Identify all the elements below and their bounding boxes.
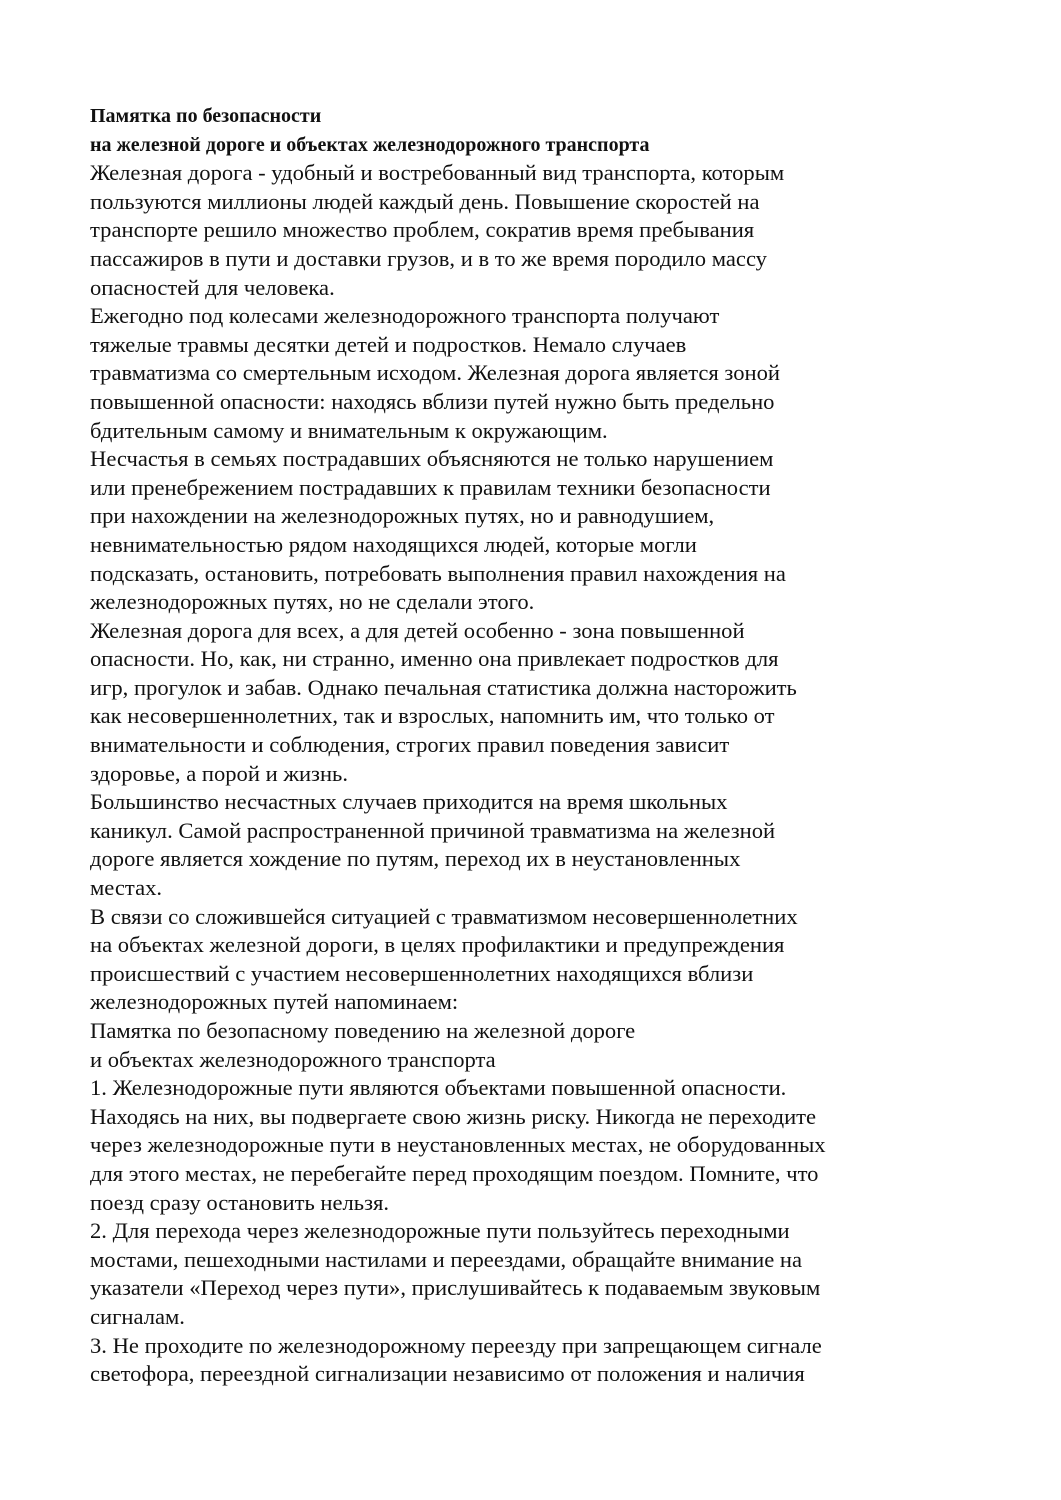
text-line: Большинство несчастных случаев приходится на время школьных — [90, 789, 728, 815]
paragraph-rule-1 — [90, 1074, 990, 1217]
paragraph-rule-3 — [90, 1332, 990, 1389]
text-line: бдительным самому и внимательным к окружающим. — [90, 417, 608, 443]
text-line: подсказать, остановить, потребовать выполнения правил нахождения на — [90, 560, 786, 586]
text-line: сигналам. — [90, 1303, 185, 1329]
text-line: светофора, переездной сигнализации независимо от положения и наличия — [90, 1361, 805, 1387]
text-line: пассажиров в пути и доставки грузов, и в то же время породило массу — [90, 245, 767, 271]
text-line: поезд сразу остановить нельзя. — [90, 1189, 390, 1215]
text-line: травматизма со смертельным исходом. Железная дорога является зоной — [90, 360, 780, 386]
text-line: 2. Для перехода через железнодорожные пути пользуйтесь переходными — [90, 1218, 790, 1244]
paragraph-memo-subtitle — [90, 1017, 990, 1074]
paragraph-injuries — [90, 302, 990, 445]
paragraph-rule-2 — [90, 1217, 990, 1331]
text-line: пользуются миллионы людей каждый день. Повышение скоростей на — [90, 188, 760, 214]
text-line: 3. Не проходите по железнодорожному переезду при запрещающем сигнале — [90, 1332, 822, 1358]
text-line: повышенной опасности: находясь вблизи путей нужно быть предельно — [90, 388, 775, 414]
paragraph-indifference — [90, 445, 990, 617]
document-content — [90, 102, 990, 1389]
title-line: на железной дороге и объектах железнодорожного транспорта — [90, 133, 650, 156]
text-line: опасности. Но, как, ни странно, именно она привлекает подростков для — [90, 646, 779, 672]
text-line: Памятка по безопасному поведению на железной дороге — [90, 1018, 636, 1043]
paragraph-holidays — [90, 788, 990, 902]
text-line: железнодорожных путях, но не сделали этого. — [90, 589, 535, 615]
text-line: для этого местах, не перебегайте перед проходящим поездом. Помните, что — [90, 1160, 819, 1186]
text-line: при нахождении на железнодорожных путях, но и равнодушием, — [90, 503, 715, 529]
text-line: опасностей для человека. — [90, 274, 335, 300]
paragraph-children-danger — [90, 617, 990, 789]
text-line: указатели «Переход через пути», прислушивайтесь к подаваемым звуковым — [90, 1275, 821, 1301]
text-line: каникул. Самой распространенной причиной травматизма на железной — [90, 817, 776, 843]
paragraph-reminder-intro — [90, 903, 990, 1017]
paragraph-intro — [90, 159, 990, 302]
text-line: и объектах железнодорожного транспорта — [90, 1046, 496, 1072]
text-line: мостами, пешеходными настилами и переездами, обращайте внимание на — [90, 1246, 803, 1272]
text-line: 1. Железнодорожные пути являются объектами повышенной опасности. — [90, 1075, 787, 1101]
text-line: местах. — [90, 875, 163, 901]
text-line: как несовершеннолетних, так и взрослых, напомнить им, что только от — [90, 703, 775, 729]
text-line: игр, прогулок и забав. Однако печальная статистика должна насторожить — [90, 674, 797, 700]
text-line: железнодорожных путей напоминаем: — [90, 989, 459, 1015]
text-line: на объектах железной дороги, в целях профилактики и предупреждения — [90, 932, 785, 958]
title-line: Памятка по безопасности — [90, 105, 322, 127]
text-line: Находясь на них, вы подвергаете свою жизнь риску. Никогда не переходите — [90, 1103, 817, 1129]
text-line: происшествий с участием несовершеннолетних находящихся вблизи — [90, 960, 754, 986]
text-line: Несчастья в семьях пострадавших объясняются не только нарушением — [90, 446, 774, 472]
text-line: тяжелые травмы десятки детей и подростков. Немало случаев — [90, 331, 687, 357]
text-line: Железная дорога - удобный и востребованный вид транспорта, которым — [90, 160, 785, 186]
text-line: Ежегодно под колесами железнодорожного транспорта получают — [90, 303, 720, 329]
text-line: здоровье, а порой и жизнь. — [90, 760, 349, 786]
text-line: невнимательностью рядом находящихся людей, которые могли — [90, 531, 697, 557]
text-line: через железнодорожные пути в неустановленных местах, не оборудованных — [90, 1132, 826, 1158]
text-line: внимательности и соблюдения, строгих правил поведения зависит — [90, 732, 730, 758]
text-line: или пренебрежением пострадавших к правилам техники безопасности — [90, 474, 771, 500]
text-line: Железная дорога для всех, а для детей особенно - зона повышенной — [90, 617, 745, 643]
text-line: В связи со сложившейся ситуацией с травматизмом несовершеннолетних — [90, 903, 798, 929]
text-line: транспорте решило множество проблем, сократив время пребывания — [90, 217, 755, 243]
text-line: дороге является хождение по путям, переход их в неустановленных — [90, 846, 741, 872]
document-title — [90, 102, 990, 159]
